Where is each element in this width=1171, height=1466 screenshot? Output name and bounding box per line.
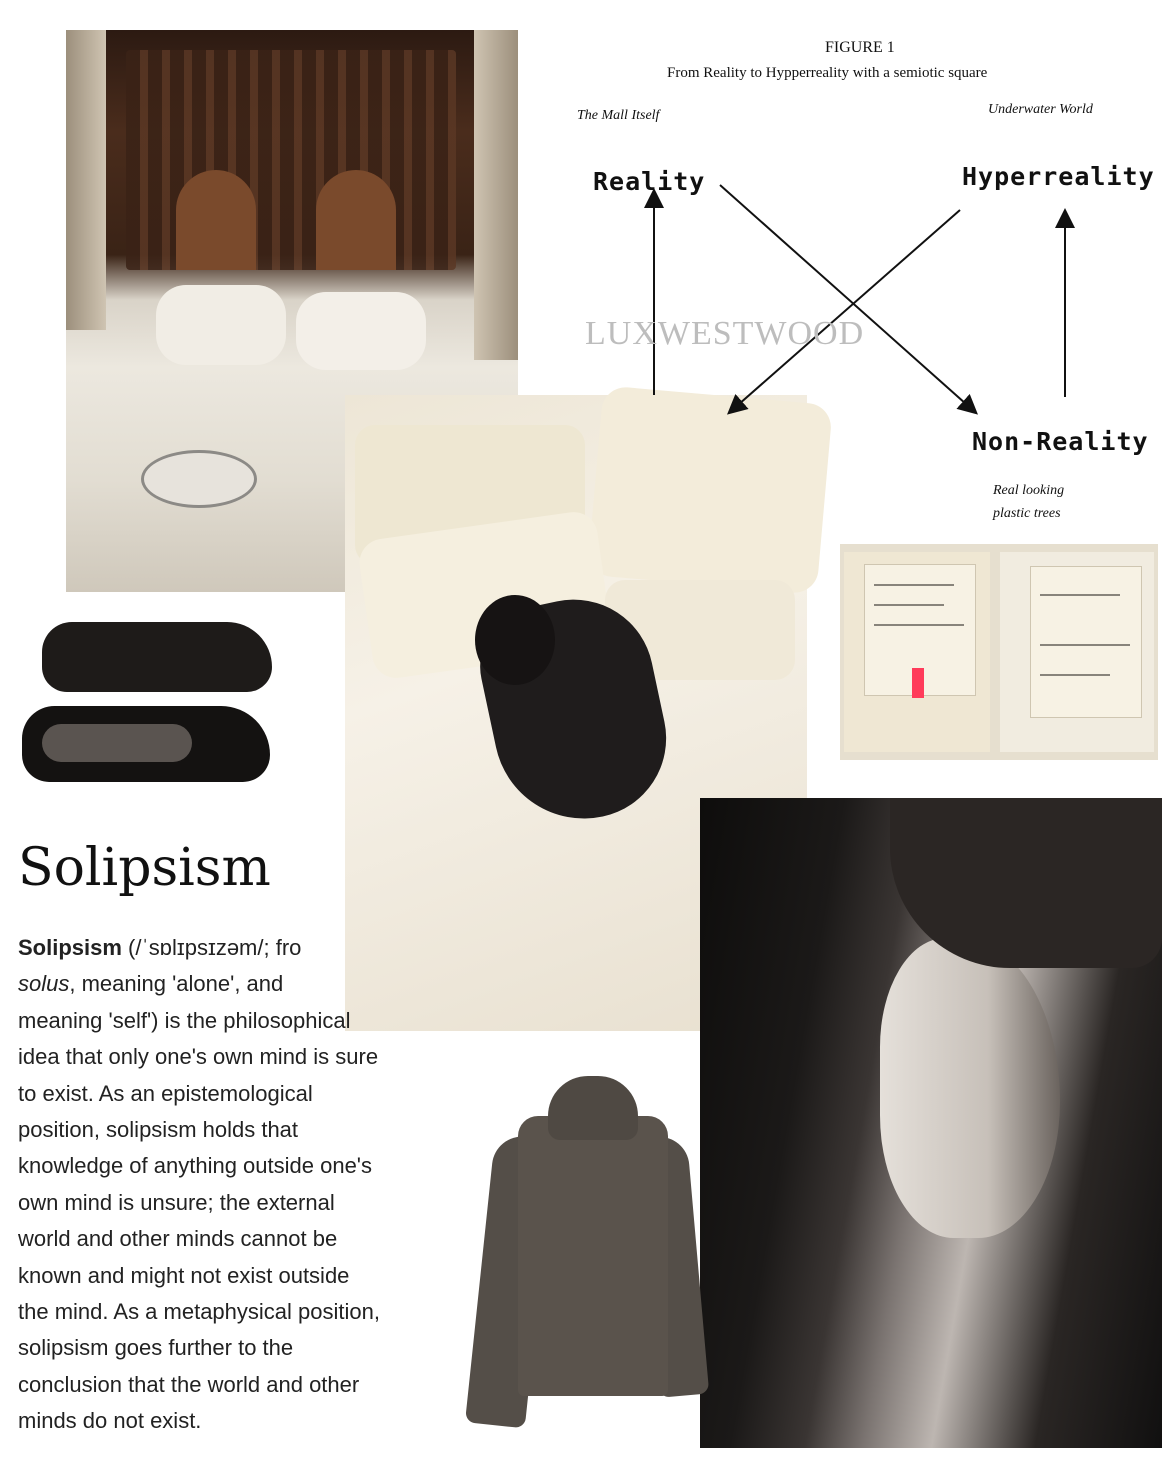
scribble — [874, 604, 944, 606]
loafer-top — [42, 622, 272, 692]
sweater-body — [518, 1116, 668, 1396]
note-card — [1030, 566, 1142, 718]
scribble — [1040, 594, 1120, 596]
pillow-left — [156, 285, 286, 365]
headboard-arch-right — [316, 170, 396, 270]
definition-line: solipsism goes further to the — [18, 1335, 294, 1361]
arrow-reality-to-nonreality — [720, 185, 975, 412]
sweater-turtleneck — [548, 1076, 638, 1140]
node-hyperreality: Hyperreality — [962, 162, 1155, 191]
loafer-bottom — [22, 706, 270, 782]
loafer-insole — [42, 724, 192, 762]
tray-on-bed — [141, 450, 257, 508]
label-plastic-trees: plastic trees — [993, 506, 1061, 521]
watermark: LUXWESTWOOD — [585, 315, 865, 352]
definition-line: known and might not exist outside — [18, 1262, 350, 1288]
headboard-arch-left — [176, 170, 256, 270]
node-reality: Reality — [593, 167, 706, 196]
pillow-right — [296, 292, 426, 370]
definition-line: conclusion that the world and other — [18, 1371, 360, 1397]
definition-line — [18, 930, 488, 966]
definition-line: to exist. As an epistemological — [18, 1080, 313, 1106]
woman-head — [475, 595, 555, 685]
scribble — [874, 584, 954, 586]
curtain-left — [66, 30, 106, 330]
definition-latin: solus — [18, 971, 70, 997]
loafers-photo — [22, 614, 284, 786]
definition-body — [18, 930, 488, 1440]
node-nonreality: Non-Reality — [972, 427, 1149, 456]
definition-term: Solipsism — [18, 935, 122, 960]
label-underwater-world: Underwater World — [988, 102, 1093, 117]
definition-line: world and other minds cannot be — [18, 1226, 338, 1252]
semiotic-arrows — [560, 150, 1171, 450]
scribble — [1040, 674, 1110, 676]
figure-caption: From Reality to Hypperreality with a semiotic square — [667, 65, 988, 81]
label-mall-itself: The Mall Itself — [577, 108, 660, 123]
scribble — [1040, 644, 1130, 646]
definition-line: own mind is unsure; the external — [18, 1189, 335, 1215]
face-profile — [880, 938, 1060, 1238]
definition-line: knowledge of anything outside one's — [18, 1153, 373, 1179]
definition-text: , meaning 'alone', and — [69, 971, 284, 997]
definition-line: minds do not exist. — [18, 1408, 202, 1434]
sweater-photo — [478, 1076, 700, 1446]
pink-tab — [912, 668, 924, 698]
definition-line: idea that only one's own mind is sure — [18, 1044, 379, 1070]
definition-line: the mind. As a metaphysical position, — [18, 1299, 380, 1325]
definition-heading: Solipsism — [18, 838, 271, 898]
figure-title: FIGURE 1 — [825, 39, 895, 56]
definition-line: position, solipsism holds that — [18, 1117, 299, 1143]
notebook-photo — [840, 544, 1158, 760]
label-real-looking: Real looking — [993, 483, 1065, 498]
arrow-hyperreality-to-lowerleft — [730, 210, 960, 412]
portrait-photo — [700, 798, 1162, 1448]
definition-line: meaning 'self') is the philosophical — [18, 1007, 351, 1033]
definition-text: (/ˈsɒlɪpsɪzəm/; fro — [121, 935, 302, 960]
curtain-right — [474, 30, 518, 360]
definition-line — [18, 966, 488, 1002]
scribble — [874, 624, 964, 626]
